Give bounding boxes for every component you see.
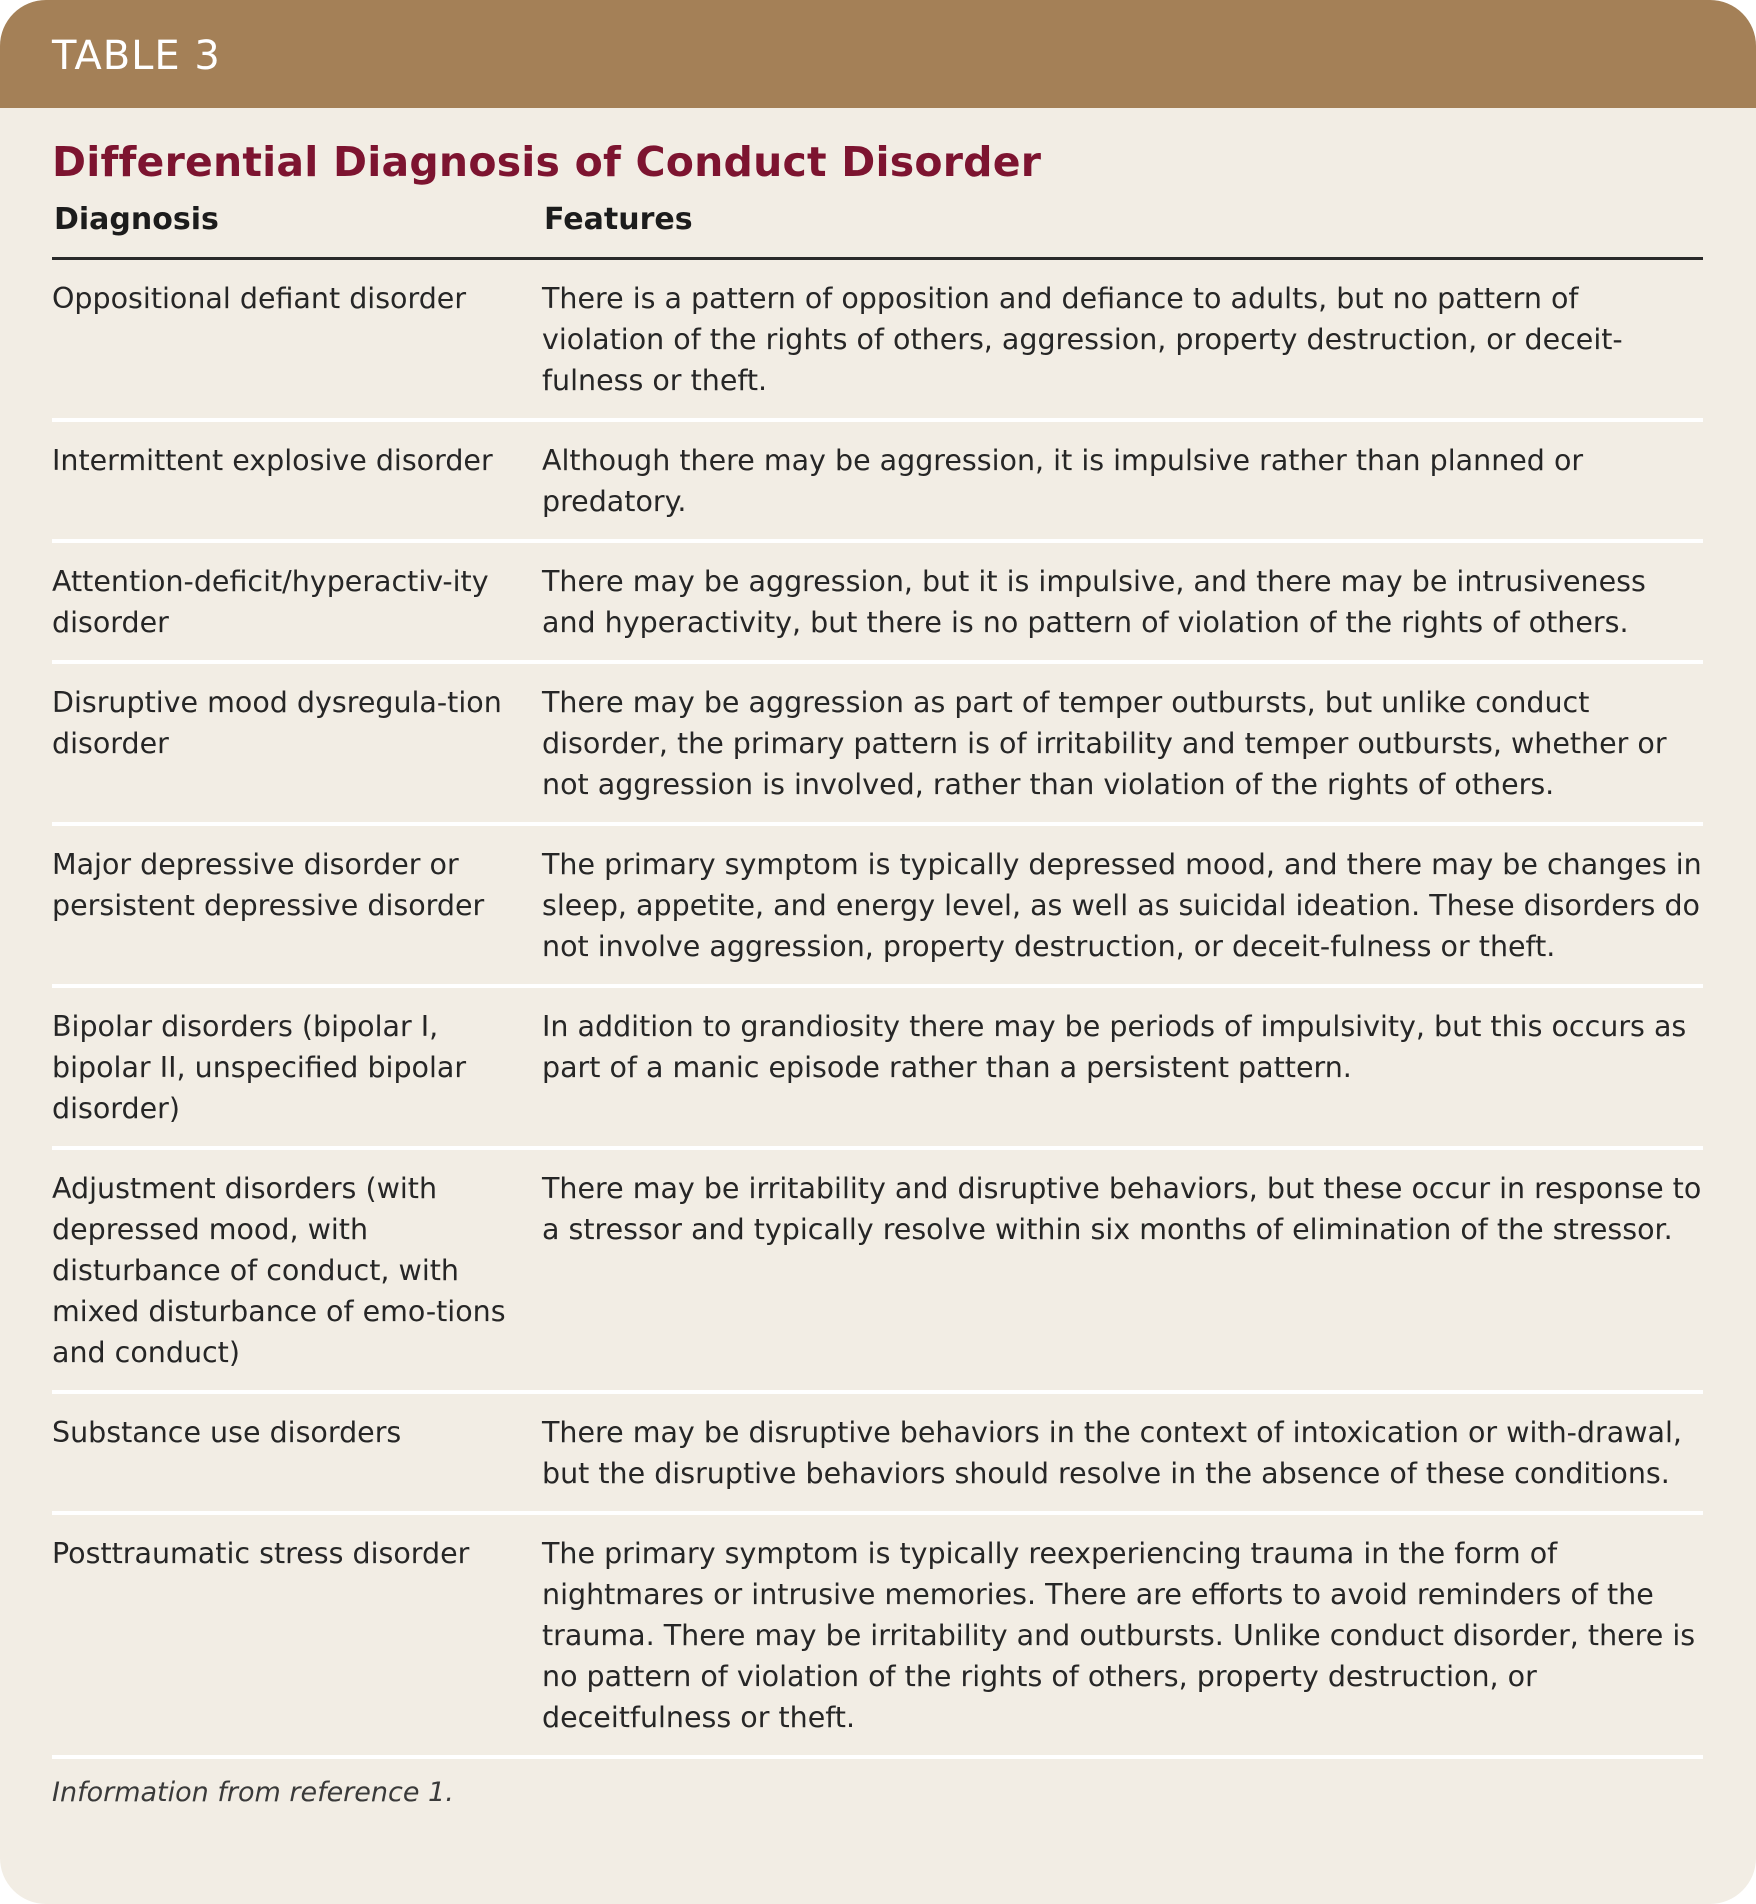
features-cell: There may be irritability and disruptive behaviors, but these occur in response to a stressor and typically resolve within six months of elimination of the stressor. bbox=[542, 1148, 1703, 1392]
table-row bbox=[52, 420, 1703, 541]
table-banner bbox=[0, 0, 1756, 108]
table-header bbox=[52, 196, 1703, 259]
diagnosis-cell: Bipolar disorders (bipolar I, bipolar II, unspecified bipolar disorder) bbox=[52, 986, 542, 1148]
diagnosis-cell: Disruptive mood dysregula-tion disorder bbox=[52, 662, 542, 824]
diagnosis-cell: Adjustment disorders (with depressed mood, with disturbance of conduct, with mixed disturbance of emo-tions and conduct) bbox=[52, 1148, 542, 1392]
diagnosis-cell: Oppositional defiant disorder bbox=[52, 259, 542, 421]
table-row bbox=[52, 986, 1703, 1148]
diagnosis-cell: Major depressive disorder or persistent depressive disorder bbox=[52, 824, 542, 986]
features-cell: The primary symptom is typically reexperiencing trauma in the form of nightmares or intrusive memories. There are efforts to avoid reminders of the trauma. There may be irritability and outbursts. Unlike conduct disorder, there is no pattern of violation of the rights of others, property destruction, or deceitfulness or theft. bbox=[542, 1513, 1703, 1757]
table-number-label: TABLE 3 bbox=[52, 33, 221, 79]
diagnosis-cell: Posttraumatic stress disorder bbox=[52, 1513, 542, 1757]
features-cell: In addition to grandiosity there may be periods of impulsivity, but this occurs as part of a manic episode rather than a persistent pattern. bbox=[542, 986, 1703, 1148]
column-header-features: Features bbox=[542, 196, 1703, 259]
column-header-diagnosis: Diagnosis bbox=[52, 196, 542, 259]
table-title: Differential Diagnosis of Conduct Disorder bbox=[52, 138, 1042, 186]
features-cell: There may be disruptive behaviors in the context of intoxication or with-drawal, but the disruptive behaviors should resolve in the absence of these conditions. bbox=[542, 1392, 1703, 1513]
features-cell: There may be aggression, but it is impulsive, and there may be intrusiveness and hyperactivity, but there is no pattern of violation of the rights of others. bbox=[542, 541, 1703, 662]
features-cell: There may be aggression as part of temper outbursts, but unlike conduct disorder, the primary pattern is of irritability and temper outbursts, whether or not aggression is involved, rather than violation of the rights of others. bbox=[542, 662, 1703, 824]
diagnosis-cell: Intermittent explosive disorder bbox=[52, 420, 542, 541]
table-footnote: Information from reference 1. bbox=[52, 1777, 454, 1808]
table-row bbox=[52, 1392, 1703, 1513]
diagnosis-cell: Substance use disorders bbox=[52, 1392, 542, 1513]
table-row bbox=[52, 824, 1703, 986]
features-cell: The primary symptom is typically depressed mood, and there may be changes in sleep, appetite, and energy level, as well as suicidal ideation. These disorders do not involve aggression, property destruction, or deceit-fulness or theft. bbox=[542, 824, 1703, 986]
table-row bbox=[52, 259, 1703, 421]
table-body bbox=[52, 259, 1703, 1758]
diagnosis-cell: Attention-deficit/hyperactiv-ity disorder bbox=[52, 541, 542, 662]
table-row bbox=[52, 541, 1703, 662]
features-cell: Although there may be aggression, it is impulsive rather than planned or predatory. bbox=[542, 420, 1703, 541]
table-row bbox=[52, 1513, 1703, 1757]
diagnosis-table bbox=[52, 196, 1703, 1759]
features-cell: There is a pattern of opposition and defiance to adults, but no pattern of violation of the rights of others, aggression, property destruction, or deceit-fulness or theft. bbox=[542, 259, 1703, 421]
header-row bbox=[52, 196, 1703, 259]
table-content bbox=[0, 132, 1756, 1808]
table-row bbox=[52, 662, 1703, 824]
table-row bbox=[52, 1148, 1703, 1392]
